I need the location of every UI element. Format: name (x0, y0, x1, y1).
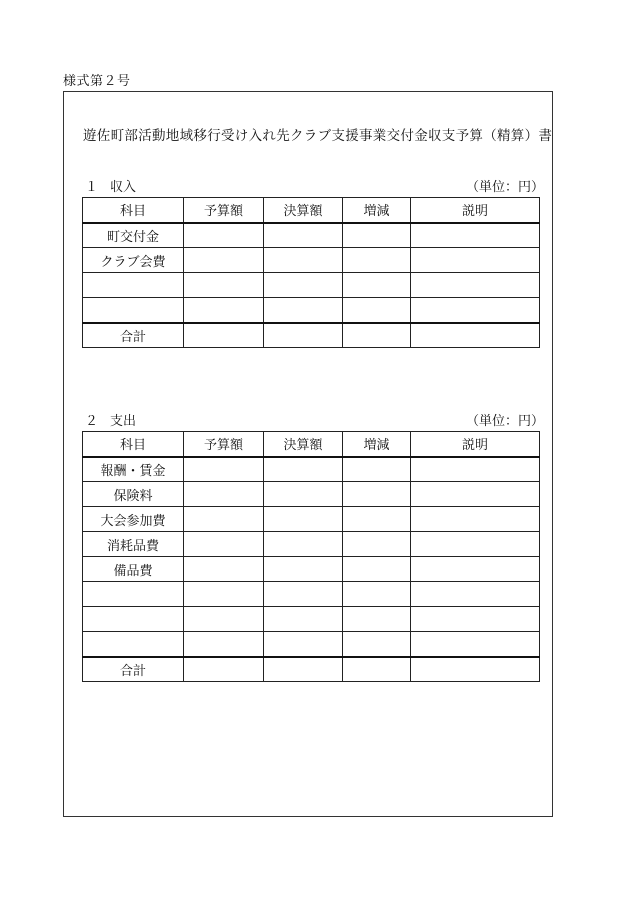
settlement-cell[interactable] (264, 248, 343, 273)
budget-cell[interactable] (184, 582, 264, 607)
column-header-budget: 予算額 (184, 432, 264, 457)
expense-item-label: 備品費 (83, 557, 184, 582)
income-section-heading (85, 176, 136, 195)
difference-cell[interactable] (343, 223, 411, 248)
description-cell[interactable] (411, 273, 540, 298)
income-item-label: 町交付金 (83, 223, 184, 248)
column-header-settlement: 決算額 (264, 432, 343, 457)
table-row (83, 457, 540, 482)
budget-cell[interactable] (184, 607, 264, 632)
income-item-label[interactable] (83, 273, 184, 298)
table-row (83, 273, 540, 298)
difference-cell[interactable] (343, 457, 411, 482)
expense-section-title: 支出 (110, 414, 137, 429)
table-row (83, 248, 540, 273)
expense-item-label: 保険料 (83, 482, 184, 507)
settlement-total-cell[interactable] (264, 323, 343, 348)
table-row (83, 507, 540, 532)
income-item-label: クラブ会費 (83, 248, 184, 273)
difference-total-cell[interactable] (343, 657, 411, 682)
expense-item-label: 消耗品費 (83, 532, 184, 557)
budget-cell[interactable] (184, 632, 264, 657)
table-row (83, 582, 540, 607)
settlement-cell[interactable] (264, 298, 343, 323)
table-row (83, 223, 540, 248)
document-title: 遊佐町部活動地域移行受け入れ先クラブ支援事業交付金収支予算（精算）書 (83, 128, 553, 144)
description-cell[interactable] (411, 457, 540, 482)
budget-cell[interactable] (184, 298, 264, 323)
description-total-cell[interactable] (411, 323, 540, 348)
expense-table (82, 431, 540, 682)
budget-cell[interactable] (184, 248, 264, 273)
column-header-difference: 増減 (343, 198, 411, 223)
budget-cell[interactable] (184, 507, 264, 532)
difference-cell[interactable] (343, 607, 411, 632)
settlement-cell[interactable] (264, 532, 343, 557)
table-row (83, 298, 540, 323)
description-cell[interactable] (411, 507, 540, 532)
expense-section-heading (85, 410, 136, 429)
income-header-row (83, 198, 540, 223)
table-row (83, 532, 540, 557)
budget-total-cell[interactable] (184, 657, 264, 682)
settlement-cell[interactable] (264, 557, 343, 582)
budget-cell[interactable] (184, 273, 264, 298)
column-header-description: 説明 (411, 432, 540, 457)
difference-cell[interactable] (343, 632, 411, 657)
settlement-cell[interactable] (264, 482, 343, 507)
budget-cell[interactable] (184, 532, 264, 557)
description-total-cell[interactable] (411, 657, 540, 682)
expense-item-label[interactable] (83, 632, 184, 657)
difference-cell[interactable] (343, 273, 411, 298)
description-cell[interactable] (411, 557, 540, 582)
description-cell[interactable] (411, 298, 540, 323)
description-cell[interactable] (411, 632, 540, 657)
expense-total-label: 合計 (83, 657, 184, 682)
expense-item-label: 報酬・賃金 (83, 457, 184, 482)
difference-cell[interactable] (343, 582, 411, 607)
expense-section-number: ２ (85, 414, 99, 429)
description-cell[interactable] (411, 248, 540, 273)
income-unit-label: （単位：円） (465, 180, 544, 195)
budget-total-cell[interactable] (184, 323, 264, 348)
description-cell[interactable] (411, 482, 540, 507)
difference-cell[interactable] (343, 248, 411, 273)
column-header-budget: 予算額 (184, 198, 264, 223)
settlement-cell[interactable] (264, 507, 343, 532)
description-cell[interactable] (411, 607, 540, 632)
settlement-cell[interactable] (264, 273, 343, 298)
settlement-total-cell[interactable] (264, 657, 343, 682)
income-section-number: １ (85, 180, 99, 195)
column-header-difference: 増減 (343, 432, 411, 457)
column-header-item: 科目 (83, 198, 184, 223)
expense-item-label[interactable] (83, 582, 184, 607)
income-total-row (83, 323, 540, 348)
column-header-description: 説明 (411, 198, 540, 223)
table-row (83, 557, 540, 582)
column-header-settlement: 決算額 (264, 198, 343, 223)
settlement-cell[interactable] (264, 457, 343, 482)
budget-cell[interactable] (184, 482, 264, 507)
budget-cell[interactable] (184, 457, 264, 482)
expense-header-row (83, 432, 540, 457)
settlement-cell[interactable] (264, 582, 343, 607)
difference-cell[interactable] (343, 557, 411, 582)
column-header-item: 科目 (83, 432, 184, 457)
form-number-label: 様式第２号 (63, 74, 131, 89)
budget-cell[interactable] (184, 223, 264, 248)
difference-cell[interactable] (343, 482, 411, 507)
table-row (83, 607, 540, 632)
table-row (83, 632, 540, 657)
income-item-label[interactable] (83, 298, 184, 323)
income-section-title: 収入 (110, 180, 137, 195)
description-cell[interactable] (411, 532, 540, 557)
settlement-cell[interactable] (264, 607, 343, 632)
table-row (83, 482, 540, 507)
settlement-cell[interactable] (264, 223, 343, 248)
settlement-cell[interactable] (264, 632, 343, 657)
expense-total-row (83, 657, 540, 682)
difference-cell[interactable] (343, 532, 411, 557)
description-cell[interactable] (411, 582, 540, 607)
difference-total-cell[interactable] (343, 323, 411, 348)
income-table (82, 197, 540, 348)
difference-cell[interactable] (343, 298, 411, 323)
description-cell[interactable] (411, 223, 540, 248)
expense-item-label: 大会参加費 (83, 507, 184, 532)
expense-unit-label: （単位：円） (465, 414, 544, 429)
budget-cell[interactable] (184, 557, 264, 582)
expense-item-label[interactable] (83, 607, 184, 632)
difference-cell[interactable] (343, 507, 411, 532)
income-total-label: 合計 (83, 323, 184, 348)
